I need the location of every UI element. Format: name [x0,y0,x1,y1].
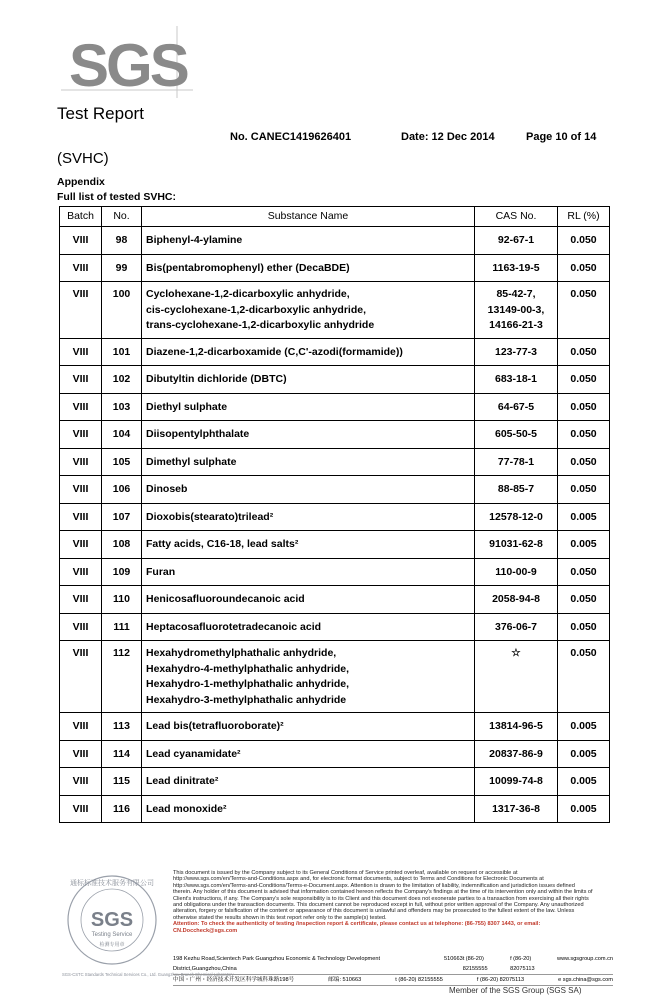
table-row [60,393,610,421]
substance-name: Furan [146,565,176,578]
cell-no: 101 [102,338,142,366]
cell-substance [142,641,475,713]
substance-name: Biphenyl-4-ylamine [146,234,243,246]
appendix-label: Appendix [57,176,105,188]
table-header-row [60,207,610,227]
cell-rl: 0.050 [558,641,610,713]
substance-name: Dibutyltin dichloride (DBTC) [146,373,287,385]
substance-name: Henicosafluoroundecanoic acid [146,593,305,605]
report-title: Test Report [57,104,144,123]
cell-no: 111 [102,613,142,641]
cell-no: 99 [102,254,142,282]
cell-cas [475,586,558,614]
table-row [60,795,610,823]
section-title: (SVHC) [57,150,109,167]
cell-rl: 0.050 [558,586,610,614]
table-row [60,476,610,504]
report-number: No. CANEC1419626401 [230,131,352,143]
address-cn-zip: 邮编: 510663 [328,977,362,983]
cell-no: 104 [102,421,142,449]
cell-cas [475,254,558,282]
cell-batch: VIII [60,254,102,282]
cell-cas [475,740,558,768]
cas-number: 1317-36-8 [492,802,540,815]
substance-name: cis-cyclohexane-1,2-dicarboxylic anhydride, [146,303,367,316]
substance-name: Cyclohexane-1,2-dicarboxylic anhydride, [146,288,350,300]
cas-number: 13149-00-3, [487,303,545,316]
address-en-tel: t (86-20) 82155555 [462,956,488,972]
cell-rl: 0.050 [558,421,610,449]
cell-substance [142,768,475,796]
disclaimer-text: This document is issued by the Company subject to its General Conditions of Service printed overleaf, available on request or accessible at http://www.sgs.com/en/Terms-and-Conditions.aspx and, for electronic format documents, subject to Terms and Conditions for Electronic Documents at http://www.sgs.com/en/Terms-and-Conditions/Terms-e-Document.aspx. Attention is drawn to the limitation of liability, indemnification and jurisdiction issues defined therein. Any holder of this document is advised that information contained hereon reflects the Company's findings at the time of its intervention only and within the limits of Client's instructions, if any. The Company's sole responsibility is to its Client and this document does not exonerate parties to a transaction from exercising all their rights and obligations under the transaction documents. This document cannot be reproduced except in full, without prior written approval of the Company. Any unauthorized alteration, forgery or falsification of the content or appearance of this document is unlawful and offenders may be prosecuted to the fullest extent of the law. Unless otherwise stated the results shown in this test report refer only to the sample(s) tested. [173,870,593,921]
svhc-table [59,206,610,823]
cas-number: 85-42-7, [496,288,536,300]
cell-cas [475,448,558,476]
cell-rl: 0.050 [558,448,610,476]
cell-substance [142,531,475,559]
cas-number: 92-67-1 [497,234,535,246]
cell-substance [142,448,475,476]
cell-rl: 0.050 [558,393,610,421]
cell-cas [475,641,558,713]
cell-substance [142,586,475,614]
substance-name: Diisopentylphthalate [146,428,250,440]
substance-name: Hexahydro-1-methylphathalic anhydride, [146,678,350,690]
cell-rl: 0.005 [558,503,610,531]
cell-no: 108 [102,531,142,559]
cell-no: 98 [102,227,142,255]
cell-substance [142,558,475,586]
substance-name: Dioxobis(stearato)trilead² [146,510,274,523]
table-row [60,613,610,641]
cas-number: 110-00-9 [495,565,537,578]
cas-number: 683-18-1 [494,373,538,385]
cell-rl: 0.050 [558,227,610,255]
cell-substance [142,421,475,449]
cell-batch: VIII [60,795,102,823]
cas-number: 1163-19-5 [492,261,540,274]
cell-substance [142,713,475,741]
address-en: 198 Kezhu Road,Scientech Park Guangzhou Economic & Technology Development District,Guangzhou,China [173,956,380,972]
table-row [60,282,610,339]
table-row [60,227,610,255]
cell-rl: 0.005 [558,795,610,823]
cell-no: 116 [102,795,142,823]
cell-cas [475,795,558,823]
address-cn-row [173,975,613,986]
cell-cas [475,558,558,586]
cell-no: 102 [102,366,142,394]
cas-number: 13814-96-5 [489,720,543,732]
cell-batch: VIII [60,613,102,641]
cell-substance [142,254,475,282]
cell-cas [475,282,558,339]
table-row [60,338,610,366]
cell-cas [475,227,558,255]
cell-cas [475,768,558,796]
footer-address [173,954,613,986]
stamp-top-text: 通标标准技术服务有限公司 [70,879,154,887]
col-header-batch: Batch [60,207,102,227]
cell-cas [475,503,558,531]
cell-substance [142,795,475,823]
cell-substance [142,476,475,504]
substance-name: Lead bis(tetrafluoroborate)² [146,720,284,732]
cell-batch: VIII [60,366,102,394]
address-en-web: www.sgsgroup.com.cn [557,956,613,962]
substance-name: Hexahydro-4-methylphathalic anhydride, [146,662,350,675]
cell-rl: 0.005 [558,531,610,559]
footer-disclaimer [173,870,593,934]
cell-batch: VIII [60,282,102,339]
col-header-rl: RL (%) [558,207,610,227]
cell-batch: VIII [60,448,102,476]
table-row [60,448,610,476]
cell-batch: VIII [60,713,102,741]
table-row [60,713,610,741]
substance-name: Dimethyl sulphate [146,455,237,468]
table-row [60,503,610,531]
address-cn-tel: t (86-20) 82155555 [395,977,443,983]
cell-batch: VIII [60,558,102,586]
substance-name: Dinoseb [146,483,188,495]
cell-substance [142,338,475,366]
cell-rl: 0.050 [558,366,610,394]
cell-batch: VIII [60,586,102,614]
cell-substance [142,227,475,255]
substance-name: Lead cyanamidate² [146,747,241,760]
table-row [60,641,610,713]
cell-no: 103 [102,393,142,421]
cell-cas [475,366,558,394]
substance-name: Diazene-1,2-dicarboxamide (C,C'-azodi(formamide)) [146,345,403,358]
substance-name: Hexahydromethylphathalic anhydride, [146,647,337,659]
cell-batch: VIII [60,531,102,559]
cell-rl: 0.050 [558,282,610,339]
cas-number: 12578-12-0 [489,510,543,523]
cell-cas [475,393,558,421]
cell-substance [142,503,475,531]
cell-batch: VIII [60,768,102,796]
cell-rl: 0.005 [558,713,610,741]
col-header-cas: CAS No. [475,207,558,227]
table-row [60,531,610,559]
authenticity-notice: Attention: To check the authenticity of testing /inspection report & certificate, please contact us at telephone: (86-755) 8307 1443, or email: CN.Doccheck@sgs.com [173,921,541,934]
cell-substance [142,613,475,641]
substance-name: Heptacosafluorotetradecanoic acid [146,620,322,633]
cell-batch: VIII [60,393,102,421]
cell-substance [142,740,475,768]
table-row [60,558,610,586]
cell-batch: VIII [60,338,102,366]
cell-no: 112 [102,641,142,713]
cell-batch: VIII [60,227,102,255]
col-header-no: No. [102,207,142,227]
substance-name: Lead monoxide² [146,802,227,815]
substance-name: Bis(pentabromophenyl) ether (DecaBDE) [146,261,350,274]
cas-number: 77-78-1 [497,455,535,468]
cell-rl: 0.005 [558,740,610,768]
table-body [60,227,610,823]
substance-name: Lead dinitrate² [146,775,219,787]
cell-substance [142,366,475,394]
cell-cas [475,613,558,641]
cell-batch: VIII [60,476,102,504]
cell-substance [142,282,475,339]
cas-number: 64-67-5 [497,400,535,413]
cell-no: 113 [102,713,142,741]
stamp-service-text: Testing Service [91,932,133,938]
testing-service-stamp [60,870,234,982]
table-row [60,768,610,796]
list-title: Full list of tested SVHC: [57,191,177,203]
cell-rl: 0.005 [558,768,610,796]
cell-rl: 0.050 [558,254,610,282]
cas-number: ☆ [511,647,521,659]
cell-rl: 0.050 [558,338,610,366]
substance-name: Fatty acids, C16-18, lead salts² [146,538,299,550]
cas-number: 2058-94-8 [492,593,540,605]
substance-name: Hexahydro-3-methylphathalic anhydride [146,693,347,706]
cell-no: 115 [102,768,142,796]
cell-no: 100 [102,282,142,339]
cas-number: 88-85-7 [497,483,535,495]
stamp-logo-text: SGS [90,909,134,931]
stamp-cn-text: 检测专用章 [99,942,125,948]
table-row [60,586,610,614]
cell-no: 107 [102,503,142,531]
cas-number: 376-06-7 [494,620,538,633]
cas-number: 14166-21-3 [489,319,543,331]
address-cn-fax: f (86-20) 82075113 [476,977,525,983]
cell-no: 110 [102,586,142,614]
sgs-logo-text: SGS [69,32,187,99]
sgs-logo [57,18,197,100]
address-en-row [173,954,613,975]
member-note: Member of the SGS Group (SGS SA) [449,986,582,995]
cas-number: 123-77-3 [494,345,538,358]
substance-name: Diethyl sulphate [146,400,228,413]
cell-cas [475,713,558,741]
col-header-substance: Substance Name [142,207,475,227]
substance-name: trans-cyclohexane-1,2-dicarboxylic anhydride [146,319,375,331]
table-row [60,254,610,282]
stamp-bottom-text: SGS-CSTC Standards Technical Services Co., Ltd. Guangzhou Branch Chemical Laboratory [62,972,234,977]
cas-number: 10099-74-8 [489,775,543,787]
address-en-zip: 510663 [444,956,463,962]
cas-number: 91031-62-8 [489,538,543,550]
cell-no: 109 [102,558,142,586]
cell-cas [475,338,558,366]
cell-rl: 0.050 [558,558,610,586]
cell-rl: 0.050 [558,476,610,504]
cell-no: 114 [102,740,142,768]
cell-cas [475,476,558,504]
cell-cas [475,531,558,559]
cell-batch: VIII [60,421,102,449]
address-cn-email: e sgs.china@sgs.com [558,977,613,983]
cell-substance [142,393,475,421]
cell-cas [475,421,558,449]
table-row [60,421,610,449]
cell-batch: VIII [60,503,102,531]
cas-number: 20837-86-9 [489,747,543,760]
address-en-fax: f (86-20) 82075113 [510,956,535,972]
cell-batch: VIII [60,641,102,713]
address-cn: 中国・广州・经济技术开发区科学城科珠路198号 [173,977,295,983]
page-number: Page 10 of 14 [526,131,597,143]
report-date: Date: 12 Dec 2014 [401,131,495,143]
cas-number: 605-50-5 [494,428,538,440]
cell-no: 106 [102,476,142,504]
cell-rl: 0.050 [558,613,610,641]
cell-no: 105 [102,448,142,476]
table-row [60,740,610,768]
table-row [60,366,610,394]
cell-batch: VIII [60,740,102,768]
